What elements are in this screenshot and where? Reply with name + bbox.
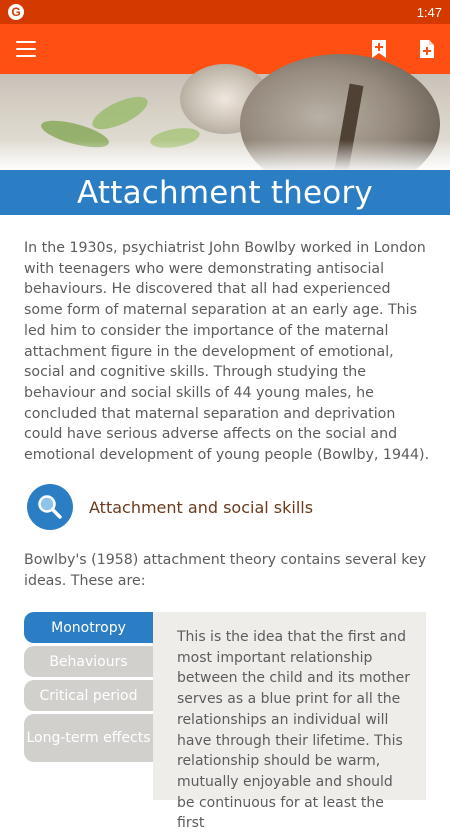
tab-monotropy[interactable]: Monotropy	[24, 612, 153, 643]
note-add-icon[interactable]	[416, 38, 438, 60]
section-title: Attachment and social skills	[89, 497, 314, 517]
app-bar-actions	[368, 38, 438, 60]
article-title-bar	[0, 170, 450, 215]
tab-content-panel: This is the idea that the first and most important relationship between the child and its mother serves as a blue print for all the relationships an individual will have through their lifetime. This relationship should be warm, mutually enjoyable and should be continuous for at least the first	[153, 612, 426, 800]
hero-koala-image	[0, 74, 450, 170]
tab-behaviours[interactable]: Behaviours	[24, 646, 153, 677]
key-ideas-tabs	[24, 612, 153, 765]
tab-critical-period[interactable]: Critical period	[24, 680, 153, 711]
search-icon	[27, 484, 73, 530]
key-ideas-intro: Bowlby's (1958) attachment theory contains several key ideas. These are:	[24, 552, 427, 589]
tab-long-term-effects[interactable]: Long-term effects	[24, 714, 153, 762]
intro-paragraph: In the 1930s, psychiatrist John Bowlby worked in London with teenagers who were demonstrating antisocial behaviours. He discovered that all had experienced some form of maternal separation at an early age. This led him to consider the importance of the maternal attachment figure in the development of emotional, social and cognitive skills. Through studying the behaviour and social skills of 44 young males, he concluded that maternal separation and deprivation could have serious adverse affects on the social and emotional development of young people (Bowlby, 1944).	[24, 240, 430, 464]
google-logo-icon: G	[8, 4, 24, 20]
status-bar	[0, 0, 450, 24]
article-title: Attachment theory	[77, 174, 373, 211]
status-time: 1:47	[416, 4, 442, 20]
hamburger-menu-icon[interactable]	[16, 41, 36, 57]
section-heading	[27, 484, 313, 530]
